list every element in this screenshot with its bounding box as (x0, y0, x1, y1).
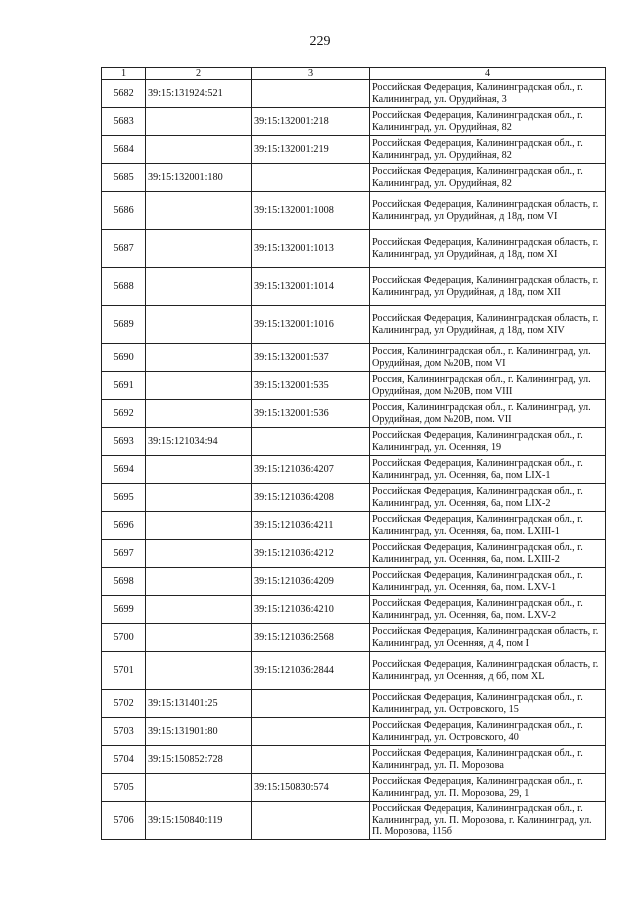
address-cell: Российская Федерация, Калининградская обл., г. Калининград, ул. Осенняя, 19 (370, 428, 606, 456)
row-number-cell: 5699 (102, 596, 146, 624)
table-row (102, 774, 606, 802)
premises-cadastral-number-cell: 39:15:132001:535 (252, 372, 370, 400)
table-row (102, 746, 606, 774)
cadastral-number-cell (146, 540, 252, 568)
table-row (102, 512, 606, 540)
registry-table (101, 67, 606, 840)
page-number: 229 (309, 34, 331, 49)
row-number-cell: 5703 (102, 718, 146, 746)
cadastral-number-cell (146, 596, 252, 624)
address-cell: Российская Федерация, Калининградская обл., г. Калининград, ул. Осенняя, 6а, пом. LXV-2 (370, 596, 606, 624)
premises-cadastral-number-cell: 39:15:121036:2568 (252, 624, 370, 652)
table-row (102, 108, 606, 136)
row-number-cell: 5698 (102, 568, 146, 596)
cadastral-number-cell (146, 108, 252, 136)
table-row (102, 192, 606, 230)
column-header: 1 (102, 68, 146, 80)
premises-cadastral-number-cell (252, 428, 370, 456)
cadastral-number-cell (146, 652, 252, 690)
cadastral-number-cell: 39:15:121034:94 (146, 428, 252, 456)
row-number-cell: 5700 (102, 624, 146, 652)
table-row (102, 428, 606, 456)
row-number-cell: 5697 (102, 540, 146, 568)
cadastral-number-cell (146, 400, 252, 428)
premises-cadastral-number-cell: 39:15:132001:218 (252, 108, 370, 136)
premises-cadastral-number-cell: 39:15:132001:1016 (252, 306, 370, 344)
premises-cadastral-number-cell: 39:15:121036:4211 (252, 512, 370, 540)
cadastral-number-cell (146, 344, 252, 372)
address-cell: Российская Федерация, Калининградская обл., г. Калининград, ул. Орудийная, 82 (370, 164, 606, 192)
row-number-cell: 5683 (102, 108, 146, 136)
table-row (102, 268, 606, 306)
cadastral-number-cell (146, 192, 252, 230)
row-number-cell: 5688 (102, 268, 146, 306)
table-row (102, 372, 606, 400)
address-cell: Российская Федерация, Калининградская обл., г. Калининград, ул. Орудийная, 82 (370, 108, 606, 136)
row-number-cell: 5705 (102, 774, 146, 802)
address-cell: Российская Федерация, Калининградская обл., г. Калининград, ул. Осенняя, 6а, пом. LXV-1 (370, 568, 606, 596)
premises-cadastral-number-cell: 39:15:121036:4212 (252, 540, 370, 568)
table-row (102, 652, 606, 690)
table-row (102, 484, 606, 512)
address-cell: Российская Федерация, Калининградская область, г. Калининград, ул Орудийная, д 18д, пом XIV (370, 306, 606, 344)
premises-cadastral-number-cell (252, 802, 370, 840)
table-row (102, 540, 606, 568)
cadastral-number-cell (146, 774, 252, 802)
premises-cadastral-number-cell (252, 690, 370, 718)
table-row (102, 136, 606, 164)
table-header-row (102, 68, 606, 80)
premises-cadastral-number-cell: 39:15:132001:219 (252, 136, 370, 164)
cadastral-number-cell: 39:15:132001:180 (146, 164, 252, 192)
premises-cadastral-number-cell: 39:15:150830:574 (252, 774, 370, 802)
table-row (102, 80, 606, 108)
address-cell: Российская Федерация, Калининградская область, г. Калининград, ул Орудийная, д 18д, пом XI (370, 230, 606, 268)
premises-cadastral-number-cell: 39:15:121036:4207 (252, 456, 370, 484)
cadastral-number-cell: 39:15:150840:119 (146, 802, 252, 840)
table-row (102, 624, 606, 652)
table-row (102, 306, 606, 344)
cadastral-number-cell (146, 306, 252, 344)
row-number-cell: 5695 (102, 484, 146, 512)
table-row (102, 456, 606, 484)
cadastral-number-cell: 39:15:150852:728 (146, 746, 252, 774)
premises-cadastral-number-cell: 39:15:121036:2844 (252, 652, 370, 690)
cadastral-number-cell (146, 624, 252, 652)
column-header: 2 (146, 68, 252, 80)
premises-cadastral-number-cell: 39:15:132001:1013 (252, 230, 370, 268)
premises-cadastral-number-cell: 39:15:121036:4208 (252, 484, 370, 512)
table-row (102, 568, 606, 596)
table-row (102, 690, 606, 718)
cadastral-number-cell (146, 484, 252, 512)
row-number-cell: 5684 (102, 136, 146, 164)
premises-cadastral-number-cell: 39:15:132001:536 (252, 400, 370, 428)
cadastral-number-cell: 39:15:131401:25 (146, 690, 252, 718)
address-cell: Российская Федерация, Калининградская обл., г. Калининград, ул. П. Морозова, 29, 1 (370, 774, 606, 802)
row-number-cell: 5696 (102, 512, 146, 540)
table-row (102, 344, 606, 372)
address-cell: Российская Федерация, Калининградская область, г. Калининград, ул Осенняя, д 4, пом I (370, 624, 606, 652)
address-cell: Российская Федерация, Калининградская обл., г. Калининград, ул. Осенняя, 6а, пом LIX-2 (370, 484, 606, 512)
row-number-cell: 5702 (102, 690, 146, 718)
cadastral-number-cell: 39:15:131924:521 (146, 80, 252, 108)
row-number-cell: 5706 (102, 802, 146, 840)
table-row (102, 400, 606, 428)
address-cell: Российская Федерация, Калининградская область, г. Калининград, ул Орудийная, д 18д, пом VI (370, 192, 606, 230)
premises-cadastral-number-cell: 39:15:132001:1014 (252, 268, 370, 306)
address-cell: Россия, Калининградская обл., г. Калининград, ул. Орудийная, дом №20В, пом VIII (370, 372, 606, 400)
premises-cadastral-number-cell: 39:15:132001:1008 (252, 192, 370, 230)
row-number-cell: 5689 (102, 306, 146, 344)
table-row (102, 164, 606, 192)
address-cell: Россия, Калининградская обл., г. Калининград, ул. Орудийная, дом №20В, пом. VII (370, 400, 606, 428)
cadastral-number-cell (146, 456, 252, 484)
premises-cadastral-number-cell (252, 746, 370, 774)
address-cell: Российская Федерация, Калининградская обл., г. Калининград, ул. Орудийная, 82 (370, 136, 606, 164)
row-number-cell: 5691 (102, 372, 146, 400)
table-row (102, 718, 606, 746)
address-cell: Российская Федерация, Калининградская обл., г. Калининград, ул. Островского, 15 (370, 690, 606, 718)
table-row (102, 596, 606, 624)
cadastral-number-cell: 39:15:131901:80 (146, 718, 252, 746)
address-cell: Российская Федерация, Калининградская обл., г. Калининград, ул. П. Морозова (370, 746, 606, 774)
cadastral-number-cell (146, 568, 252, 596)
address-cell: Российская Федерация, Калининградская обл., г. Калининград, ул. Осенняя, 6а, пом. LXIII-1 (370, 512, 606, 540)
address-cell: Российская Федерация, Калининградская область, г. Калининград, ул Орудийная, д 18д, пом XII (370, 268, 606, 306)
cadastral-number-cell (146, 230, 252, 268)
row-number-cell: 5701 (102, 652, 146, 690)
cadastral-number-cell (146, 372, 252, 400)
address-cell: Российская Федерация, Калининградская обл., г. Калининград, ул. Осенняя, 6а, пом LIX-1 (370, 456, 606, 484)
row-number-cell: 5694 (102, 456, 146, 484)
premises-cadastral-number-cell: 39:15:121036:4209 (252, 568, 370, 596)
premises-cadastral-number-cell (252, 164, 370, 192)
address-cell: Российская Федерация, Калининградская обл., г. Калининград, ул. П. Морозова, г. Калининград, ул. П. Морозова, 115б (370, 802, 606, 840)
premises-cadastral-number-cell: 39:15:121036:4210 (252, 596, 370, 624)
address-cell: Российская Федерация, Калининградская обл., г. Калининград, ул. Орудийная, 3 (370, 80, 606, 108)
row-number-cell: 5704 (102, 746, 146, 774)
column-header: 4 (370, 68, 606, 80)
row-number-cell: 5682 (102, 80, 146, 108)
table-row (102, 230, 606, 268)
address-cell: Российская Федерация, Калининградская обл., г. Калининград, ул. Островского, 40 (370, 718, 606, 746)
address-cell: Россия, Калининградская обл., г. Калининград, ул. Орудийная, дом №20В, пом VI (370, 344, 606, 372)
cadastral-number-cell (146, 136, 252, 164)
row-number-cell: 5690 (102, 344, 146, 372)
premises-cadastral-number-cell: 39:15:132001:537 (252, 344, 370, 372)
cadastral-number-cell (146, 512, 252, 540)
row-number-cell: 5685 (102, 164, 146, 192)
address-cell: Российская Федерация, Калининградская обл., г. Калининград, ул. Осенняя, 6а, пом. LXIII-2 (370, 540, 606, 568)
address-cell: Российская Федерация, Калининградская область, г. Калининград, ул Осенняя, д 6б, пом XL (370, 652, 606, 690)
cadastral-number-cell (146, 268, 252, 306)
column-header: 3 (252, 68, 370, 80)
row-number-cell: 5693 (102, 428, 146, 456)
premises-cadastral-number-cell (252, 80, 370, 108)
row-number-cell: 5692 (102, 400, 146, 428)
row-number-cell: 5686 (102, 192, 146, 230)
table-row (102, 802, 606, 840)
row-number-cell: 5687 (102, 230, 146, 268)
premises-cadastral-number-cell (252, 718, 370, 746)
